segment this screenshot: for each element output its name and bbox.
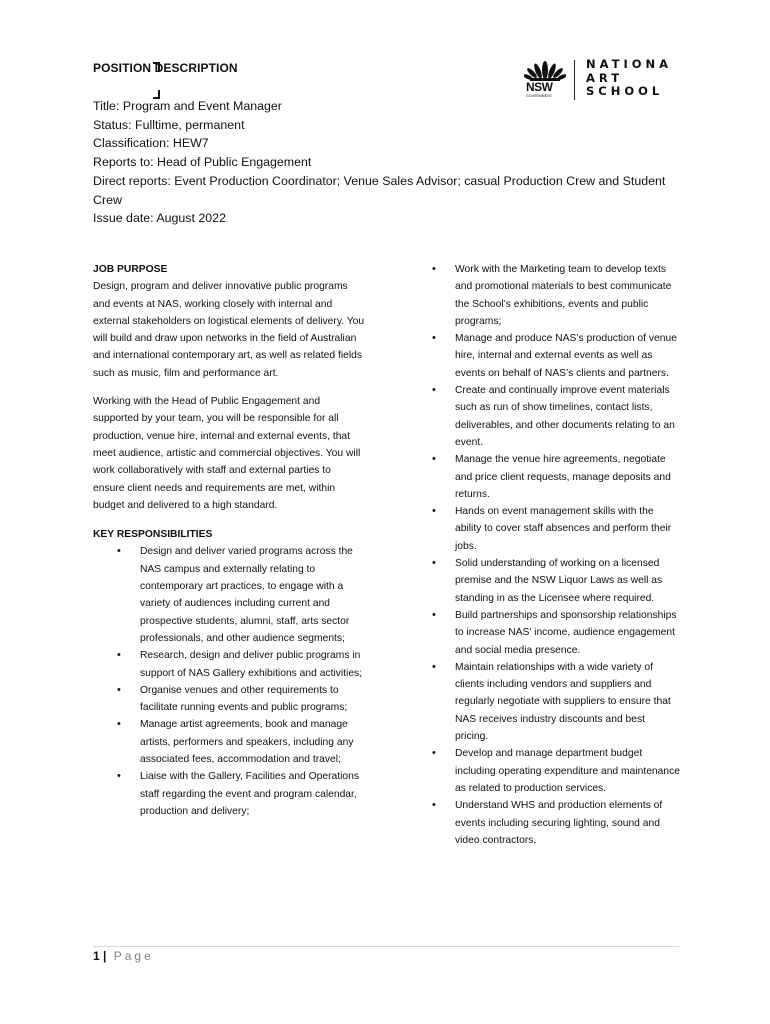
logo-group [524, 58, 684, 102]
position-direct-reports: Direct reports: Event Production Coordinator; Venue Sales Advisor; casual Production Crew and Student Crew [93, 173, 666, 207]
list-item: • Maintain relationships with a wide variety of clients including vendors and suppliers and regularly negotiate with suppliers to ensure that NAS receives industry discounts and best pricing. [428, 659, 680, 745]
list-item: • Liaise with the Gallery, Facilities and Operations staff regarding the event and program calendar, production and delivery; [93, 768, 365, 820]
key-responsibilities-heading: KEY RESPONSIBILITIES [93, 529, 213, 541]
list-item: • Solid understanding of working on a licensed premise and the NSW Liquor Laws as well as standing in as the Licensee where required. [428, 555, 680, 607]
nas-corner-mark-top [153, 62, 160, 71]
position-classification: Classification: HEW7 [93, 136, 209, 151]
list-item: • Understand WHS and production elements of events including securing lighting, sound and video contractors, [428, 797, 680, 849]
list-item: • Work with the Marketing team to develop texts and promotional materials to best communicate the School’s exhibitions, events and public programs; [428, 261, 680, 330]
list-item: • Organise venues and other requirements to facilitate running events and public programs; [93, 682, 365, 717]
job-purpose-paragraph: Design, program and deliver innovative public programs and events at NAS, working closely with internal and external stakeholders on logistical elements of delivery. You will build and draw upon networks in the field of Australian and international contemporary art, as well as related fields such as music, film and performance art. [93, 281, 365, 379]
footer-divider [93, 946, 679, 947]
page-number: 1 [93, 949, 100, 963]
job-purpose-paragraph: Working with the Head of Public Engagement and supported by your team, you will be responsible for all production, venue hire, internal and external events, that meet audience, artistic and commercial objectives. You will work collaboratively with staff and external parties to ensure client needs and requirements are met, within budget and delivered to a high standard. [93, 396, 361, 511]
nas-logo-line-3: SCHOOL [586, 84, 664, 98]
list-item: • Design and deliver varied programs across the NAS campus and externally relating to contemporary art practices, to engage with a variety of audiences including current and prospective students, alumni, staff, arts sector professionals, and other audience segments; [93, 543, 365, 647]
position-details [93, 97, 673, 228]
list-item: • Build partnerships and sponsorship relationships to increase NAS’ income, audience engagement and social media presence. [428, 607, 680, 659]
list-item: • Manage the venue hire agreements, negotiate and price client requests, manage deposits and returns. [428, 451, 680, 503]
waratah-icon [524, 58, 566, 82]
national-art-school-logo [586, 58, 672, 99]
responsibilities-list-left [93, 543, 365, 820]
responsibilities-list-right [428, 261, 680, 849]
list-item: • Create and continually improve event materials such as run of show timelines, contact lists, deliverables, and other documents relating to an event. [428, 382, 680, 451]
document-label: POSITION DESCRIPTION [93, 61, 238, 75]
logo-divider [574, 60, 575, 100]
list-item: • Develop and manage department budget including operating expenditure and maintenance as related to production services. [428, 745, 680, 797]
nsw-government-logo [524, 58, 566, 102]
job-purpose-heading: JOB PURPOSE [93, 264, 168, 275]
left-column [93, 261, 365, 820]
list-item: • Research, design and deliver public programs in support of NAS Gallery exhibitions and activities; [93, 647, 365, 682]
list-item: • Manage and produce NAS’s production of venue hire, internal and external events as well as events on behalf of NAS’s clients and partners. [428, 330, 680, 382]
page-footer [93, 949, 154, 963]
position-reports-to: Reports to: Head of Public Engagement [93, 155, 312, 170]
nas-logo-line-2: ART [586, 70, 624, 85]
page-label: Page [113, 949, 154, 963]
footer-separator: | [103, 949, 107, 963]
position-title: Title: Program and Event Manager [93, 99, 282, 113]
list-item: • Manage artist agreements, book and manage artists, performers and speakers, including any associated fees, accommodation and travel; [93, 716, 365, 768]
nas-logo-line-1: NATIONA [586, 57, 673, 71]
nsw-government-text: GOVERNMENT [526, 94, 553, 98]
list-item: • Hands on event management skills with the ability to cover staff absences and perform their jobs. [428, 503, 680, 555]
position-status: Status: Fulltime, permanent [93, 117, 245, 132]
right-column [428, 261, 680, 849]
nsw-wordmark: NSW [526, 80, 553, 94]
position-issue-date: Issue date: August 2022 [93, 211, 226, 226]
